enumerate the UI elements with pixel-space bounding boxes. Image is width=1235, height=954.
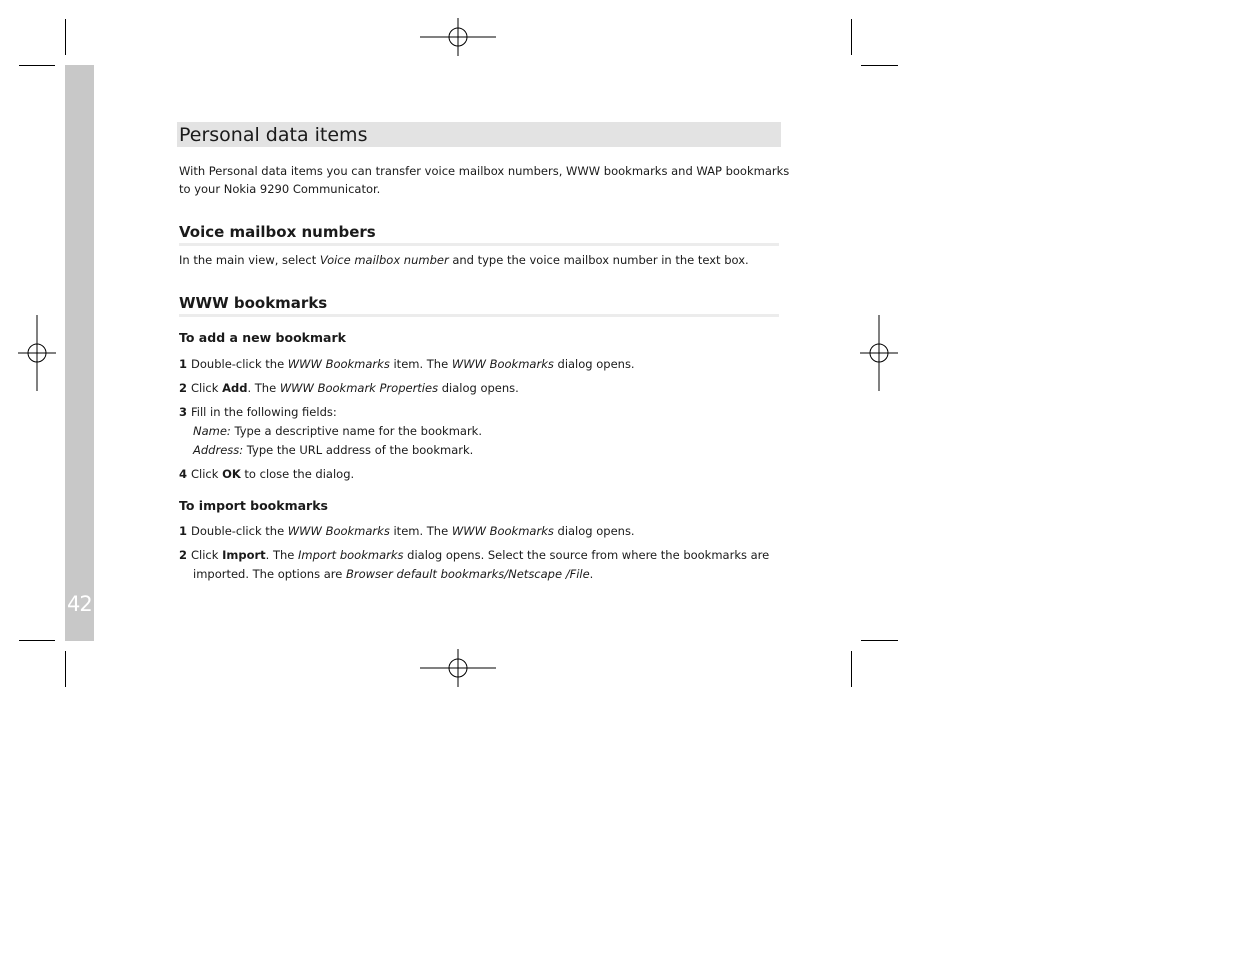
step-continuation: imported. The options are Browser default bookmarks/Netscape /File. [193, 567, 594, 581]
crop-mark [65, 651, 66, 687]
section-divider [179, 243, 779, 246]
step-item: 4 Click OK to close the dialog. [179, 467, 355, 481]
voice-instructions: In the main view, select Voice mailbox number and type the voice mailbox number in the text box. [179, 253, 749, 267]
intro-line-1: With Personal data items you can transfer voice mailbox numbers, WWW bookmarks and WAP bookmarks [179, 164, 790, 178]
registration-mark-icon [18, 315, 56, 391]
crop-mark [851, 651, 852, 687]
page-title: Personal data items [179, 124, 368, 146]
step-item: 3 Fill in the following fields: [179, 405, 337, 419]
page-side-tab [65, 65, 94, 641]
registration-mark-icon [860, 315, 898, 391]
intro-line-2: to your Nokia 9290 Communicator. [179, 182, 381, 196]
field-description-name: Name: Type a descriptive name for the bookmark. [193, 424, 482, 438]
step-item: 2 Click Import. The Import bookmarks dialog opens. Select the source from where the bookmarks are [179, 548, 770, 562]
crop-mark [851, 19, 852, 55]
field-description-address: Address: Type the URL address of the bookmark. [193, 443, 474, 457]
step-item: 2 Click Add. The WWW Bookmark Properties dialog opens. [179, 381, 519, 395]
section-heading-www: WWW bookmarks [179, 294, 328, 312]
crop-mark [19, 65, 55, 66]
subheading-import-bookmarks: To import bookmarks [179, 498, 328, 513]
subheading-add-bookmark: To add a new bookmark [179, 330, 346, 345]
crop-mark [19, 640, 55, 641]
step-item: 1 Double-click the WWW Bookmarks item. The WWW Bookmarks dialog opens. [179, 524, 635, 538]
section-heading-voice: Voice mailbox numbers [179, 223, 376, 241]
step-item: 1 Double-click the WWW Bookmarks item. The WWW Bookmarks dialog opens. [179, 357, 635, 371]
page-number: 42 [67, 592, 92, 616]
crop-mark [861, 65, 898, 66]
registration-mark-icon [420, 649, 496, 687]
registration-mark-icon [420, 18, 496, 56]
crop-mark [65, 19, 66, 55]
section-divider [179, 314, 779, 317]
crop-mark [861, 640, 898, 641]
